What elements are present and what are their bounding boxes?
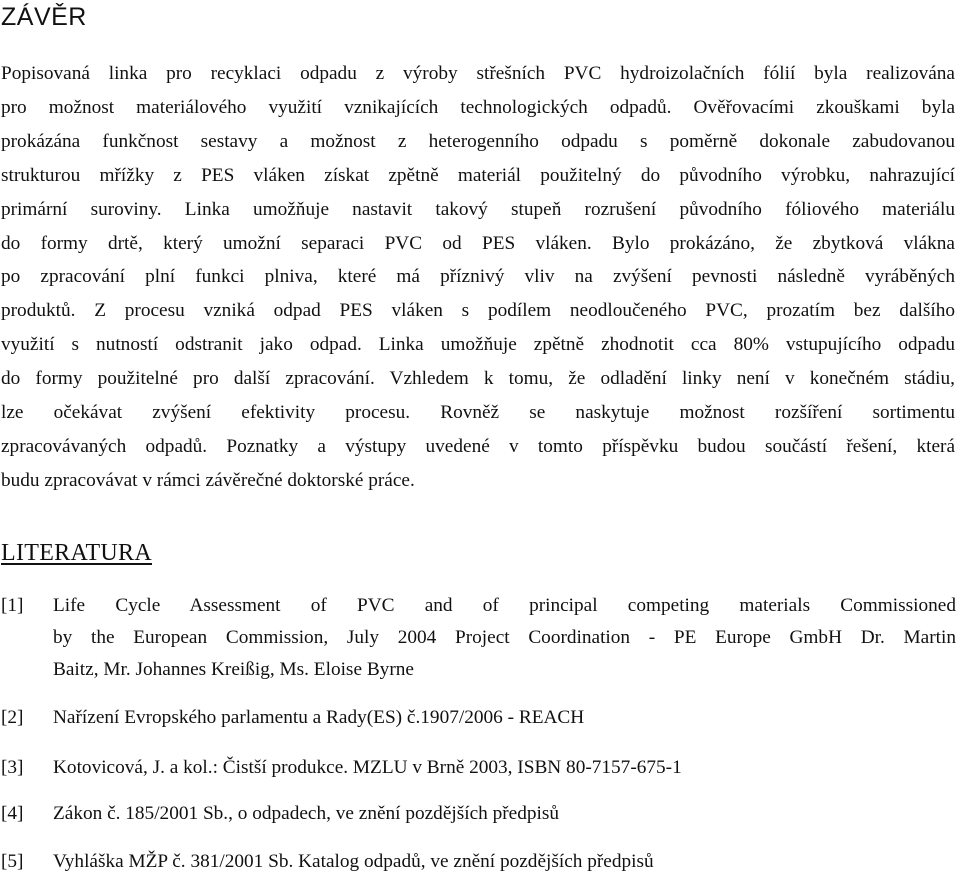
conclusion-paragraph — [1, 57, 955, 498]
reference-line: Baitz, Mr. Johannes Kreißig, Ms. Eloise Byrne — [53, 659, 414, 680]
paragraph-line: do formy drtě, který umožní separaci PVC od PES vláken. Bylo prokázáno, že zbytková vlákna — [1, 232, 955, 254]
reference-number: [1] — [1, 595, 24, 616]
reference-number: [3] — [1, 757, 24, 778]
section-heading-references: LITERATURA — [1, 540, 152, 566]
paragraph-line: prokázána funkčnost sestavy a možnost z heterogenního odpadu s poměrně dokonale zabudovanou — [1, 130, 955, 152]
reference-line: Zákon č. 185/2001 Sb., o odpadech, ve znění pozdějších předpisů — [53, 803, 560, 824]
paragraph-line: do formy použitelné pro další zpracování. Vzhledem k tomu, že odladění linky není v konečném stádiu, — [1, 368, 955, 390]
paragraph-line: primární suroviny. Linka umožňuje nastavit takový stupeň rozrušení původního fóliového materiálu — [1, 198, 955, 220]
paragraph-line: lze očekávat zvýšení efektivity procesu. Rovněž se naskytuje možnost rozšíření sortimentu — [1, 402, 955, 424]
paragraph-line: produktů. Z procesu vzniká odpad PES vláken s podílem neodloučeného PVC, prozatím bez dalšího — [1, 300, 955, 322]
paragraph-line: zpracovávaných odpadů. Poznatky a výstupy uvedené v tomto příspěvku budou součástí řešení, která — [1, 435, 955, 457]
reference-line: Vyhláška MŽP č. 381/2001 Sb. Katalog odpadů, ve znění pozdějších předpisů — [53, 851, 654, 872]
paragraph-line: využití s nutností odstranit jako odpad. Linka umožňuje zpětně zhodnotit cca 80% vstupujícího odpadu — [1, 334, 955, 356]
paragraph-line: pro možnost materiálového využití vznikajících technologických odpadů. Ověřovacími zkouškami byla — [1, 96, 955, 118]
paragraph-line: po zpracování plní funkci plniva, které má příznivý vliv na zvýšení pevnosti následně vyráběných — [1, 266, 955, 288]
reference-line: Life Cycle Assessment of PVC and of principal competing materials Commissioned — [53, 595, 956, 616]
reference-number: [5] — [1, 851, 24, 872]
reference-line: Kotovicová, J. a kol.: Čistší produkce. MZLU v Brně 2003, ISBN 80-7157-675-1 — [53, 757, 682, 778]
reference-text — [53, 702, 956, 734]
section-heading-conclusion: ZÁVĚR — [1, 3, 87, 31]
reference-number: [4] — [1, 803, 24, 824]
reference-text — [53, 752, 956, 784]
paragraph-line: Popisovaná linka pro recyklaci odpadu z výroby střešních PVC hydroizolačních fólií byla realizována — [1, 63, 955, 84]
reference-text — [53, 798, 956, 830]
reference-text — [53, 590, 956, 686]
reference-text — [53, 846, 956, 878]
reference-number: [2] — [1, 707, 24, 728]
reference-line: Nařízení Evropského parlamentu a Rady(ES) č.1907/2006 - REACH — [53, 707, 585, 728]
reference-line: by the European Commission, July 2004 Project Coordination - PE Europe GmbH Dr. Martin — [53, 627, 956, 648]
paragraph-line: budu zpracovávat v rámci závěrečné doktorské práce. — [1, 469, 415, 491]
paragraph-line: strukturou mřížky z PES vláken získat zpětně materiál použitelný do původního výrobku, nahrazující — [1, 164, 955, 186]
